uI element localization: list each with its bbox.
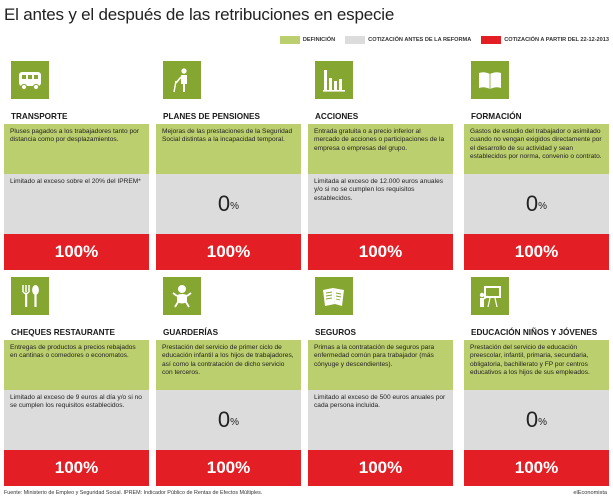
card-definition: Prestación del servicio de primer ciclo de educación infantil a los hijos de trabajadores, así como la contratación de dicho servicio con terceros.: [156, 340, 301, 390]
card-formacion: [464, 54, 609, 270]
card-before: [156, 390, 301, 450]
card-before-value: 0: [217, 191, 231, 216]
legend-definition-swatch: [280, 36, 300, 44]
elderly-person-icon: [163, 61, 201, 99]
baby-icon: [163, 277, 201, 315]
card-name: PLANES DE PENSIONES: [163, 112, 260, 121]
card-name: ACCIONES: [315, 112, 359, 121]
card-definition: Prestación del servicio de educación preescolar, infantil, primaria, secundaria, obligatoria, bachillerato y FP por centros educativos a los hijos de sus empleados.: [464, 340, 609, 390]
card-before-unit: %: [538, 201, 548, 212]
legend-definition: [280, 36, 335, 44]
card-definition: Gastos de estudio del trabajador o asimilado cuando no vengan exigidos directamente por el desarrollo de su actividad y sean establecidos por norma, convenio o contrato.: [464, 124, 609, 174]
legend-after: [481, 36, 609, 44]
legend-before-swatch: [345, 36, 365, 44]
card-transporte: [4, 54, 149, 270]
card-name: SEGUROS: [315, 328, 356, 337]
card-before-value: 0: [525, 407, 539, 432]
card-after: 100%: [4, 450, 149, 486]
card-planes-pensiones: [156, 54, 301, 270]
card-definition: Mejoras de las prestaciones de la Seguridad Social distintas a la incapacidad temporal.: [156, 124, 301, 174]
card-educacion: [464, 270, 609, 486]
bar-chart-icon: [315, 61, 353, 99]
card-before-unit: %: [230, 201, 240, 212]
card-before-value: 0: [525, 191, 539, 216]
card-after: 100%: [308, 234, 453, 270]
documents-icon: [315, 277, 353, 315]
card-before-unit: %: [230, 417, 240, 428]
legend-after-label: COTIZACIÓN A PARTIR DEL 22-12-2013: [504, 37, 609, 43]
card-before: Limitado al exceso de 9 euros al día y/o si no se cumplen los requisitos establecidos.: [4, 390, 149, 450]
card-before: Limitada al exceso de 12.000 euros anuales y/o si no se cumplen los requisitos establecidos.: [308, 174, 453, 234]
brand: elEconomista: [573, 490, 607, 496]
card-after: 100%: [156, 450, 301, 486]
card-after: 100%: [308, 450, 453, 486]
legend-after-swatch: [481, 36, 501, 44]
teacher-board-icon: [471, 277, 509, 315]
card-name: GUARDERÍAS: [163, 328, 219, 337]
card-definition: Entregas de productos a precios rebajados en cantinas o comedores o economatos.: [4, 340, 149, 390]
legend-definition-label: DEFINICIÓN: [302, 37, 336, 43]
card-before-unit: %: [538, 417, 548, 428]
card-guarderias: [156, 270, 301, 486]
card-definition: Primas a la contratación de seguros para enfermedad común para trabajador (más cónyuge y descendientes).: [308, 340, 453, 390]
legend: [280, 36, 609, 44]
card-seguros: [308, 270, 453, 486]
bus-icon: [11, 61, 49, 99]
card-before: Limitado al exceso sobre el 20% del IPREM*: [4, 174, 149, 234]
card-cheques-restaurante: [4, 270, 149, 486]
card-before: [464, 390, 609, 450]
page-title: El antes y el después de las retribuciones en especie: [4, 5, 395, 24]
legend-before-label: COTIZACIÓN ANTES DE LA REFORMA: [368, 37, 472, 43]
source-note: Fuente: Ministerio de Empleo y Seguridad Social. IPREM: Indicador Público de Rentas de Efectos Múltiples.: [4, 490, 263, 496]
card-after: 100%: [464, 450, 609, 486]
card-definition: Entrada gratuita o a precio inferior al mercado de acciones o participaciones de la empresa o empresas del grupo.: [308, 124, 453, 174]
card-name: TRANSPORTE: [11, 112, 68, 121]
card-definition: Pluses pagados a los trabajadores tanto por distancia como por desplazamientos.: [4, 124, 149, 174]
card-after: 100%: [4, 234, 149, 270]
card-name: CHEQUES RESTAURANTE: [11, 328, 116, 337]
fork-spoon-icon: [11, 277, 49, 315]
card-acciones: [308, 54, 453, 270]
card-after: 100%: [156, 234, 301, 270]
card-after: 100%: [464, 234, 609, 270]
open-book-icon: [471, 61, 509, 99]
card-before: [464, 174, 609, 234]
card-before: [156, 174, 301, 234]
card-before: Limitado al exceso de 500 euros anuales por cada persona incluida.: [308, 390, 453, 450]
card-name: EDUCACIÓN NIÑOS Y JÓVENES: [471, 328, 598, 337]
card-before-value: 0: [217, 407, 231, 432]
legend-before: [345, 36, 471, 44]
card-name: FORMACIÓN: [471, 112, 522, 121]
